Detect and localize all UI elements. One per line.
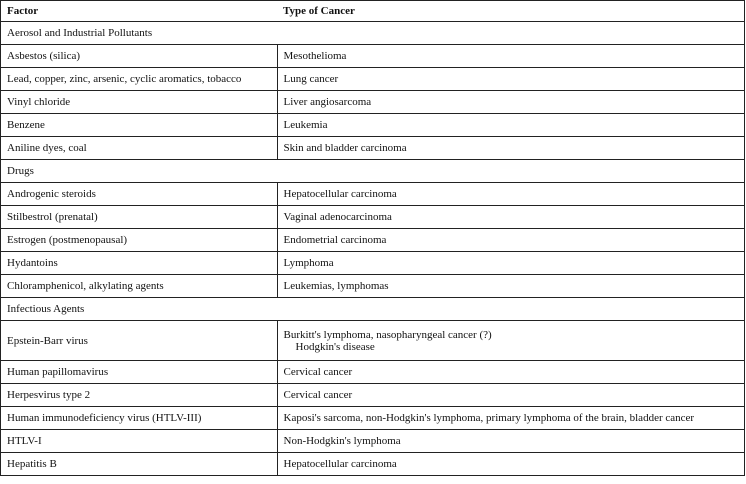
factor-cell: Androgenic steroids xyxy=(1,183,278,206)
factor-cell: Human papillomavirus xyxy=(1,361,278,384)
cancer-type-cell xyxy=(277,275,745,298)
cancer-type-text: Cervical cancer xyxy=(283,389,353,401)
cancer-type-text: Lung cancer xyxy=(283,73,339,85)
cancer-type-cell xyxy=(277,407,745,430)
section-heading: Drugs xyxy=(1,160,745,183)
cancer-type-cell xyxy=(277,361,745,384)
table-row xyxy=(1,137,745,160)
table-row xyxy=(1,183,745,206)
cancer-type-text: Skin and bladder carcinoma xyxy=(283,142,407,154)
header-type-of-cancer: Type of Cancer xyxy=(277,1,745,22)
table-body xyxy=(1,22,745,476)
section-row xyxy=(1,160,745,183)
table-row xyxy=(1,91,745,114)
header-row xyxy=(1,1,745,22)
cancer-type-text: Burkitt's lymphoma, nasopharyngeal cancer (?) xyxy=(283,328,492,341)
cancer-type-cell xyxy=(277,68,745,91)
cancer-type-cell xyxy=(277,137,745,160)
cancer-type-text: Hepatocellular carcinoma xyxy=(283,188,397,200)
table-row xyxy=(1,321,745,361)
factor-cell: Asbestos (silica) xyxy=(1,45,278,68)
cancer-type-text: Lymphoma xyxy=(283,257,334,269)
factor-cell: Estrogen (postmenopausal) xyxy=(1,229,278,252)
table-row xyxy=(1,453,745,476)
cancer-type-cell xyxy=(277,321,745,361)
cancer-type-cell xyxy=(277,453,745,476)
cancer-type-text-secondary: Hodgkin's disease xyxy=(295,340,375,353)
cancer-type-text: Leukemias, lymphomas xyxy=(283,280,389,292)
factor-cell: Benzene xyxy=(1,114,278,137)
table-row xyxy=(1,275,745,298)
factor-cell: Vinyl chloride xyxy=(1,91,278,114)
factor-cell: Hydantoins xyxy=(1,252,278,275)
factor-cell: Stilbestrol (prenatal) xyxy=(1,206,278,229)
cancer-type-text: Non-Hodgkin's lymphoma xyxy=(283,435,401,447)
cancer-type-cell xyxy=(277,229,745,252)
header-factor: Factor xyxy=(1,1,278,22)
cancer-type-text: Kaposi's sarcoma, non-Hodgkin's lymphoma, primary lymphoma of the brain, bladder cancer xyxy=(283,412,695,424)
cancer-type-cell xyxy=(277,206,745,229)
cancer-type-text: Liver angiosarcoma xyxy=(283,96,372,108)
cancer-type-text: Leukemia xyxy=(283,119,328,131)
cancer-type-cell xyxy=(277,252,745,275)
cancer-type-cell xyxy=(277,430,745,453)
cancer-type-cell xyxy=(277,384,745,407)
factor-cell: Epstein-Barr virus xyxy=(1,321,278,361)
section-heading: Infectious Agents xyxy=(1,298,745,321)
table-row xyxy=(1,384,745,407)
factor-cell: HTLV-I xyxy=(1,430,278,453)
cancer-type-text: Mesothelioma xyxy=(283,50,347,62)
cancer-type-text: Hepatocellular carcinoma xyxy=(283,458,397,470)
cancer-type-cell xyxy=(277,183,745,206)
table-row xyxy=(1,206,745,229)
table-row xyxy=(1,114,745,137)
section-heading: Aerosol and Industrial Pollutants xyxy=(1,22,745,45)
table-row xyxy=(1,68,745,91)
factor-cell: Human immunodeficiency virus (HTLV-III) xyxy=(1,407,278,430)
factor-cell: Aniline dyes, coal xyxy=(1,137,278,160)
cancer-type-cell xyxy=(277,91,745,114)
table-row xyxy=(1,45,745,68)
factor-cell: Hepatitis B xyxy=(1,453,278,476)
factor-cell: Chloramphenicol, alkylating agents xyxy=(1,275,278,298)
cancer-type-text: Vaginal adenocarcinoma xyxy=(283,211,392,223)
factor-cell: Lead, copper, zinc, arsenic, cyclic aromatics, tobacco xyxy=(1,68,278,91)
cancer-type-cell xyxy=(277,114,745,137)
cancer-type-cell xyxy=(277,45,745,68)
table-row xyxy=(1,361,745,384)
table-row xyxy=(1,229,745,252)
cancer-type-text: Endometrial carcinoma xyxy=(283,234,387,246)
section-row xyxy=(1,298,745,321)
table-row xyxy=(1,430,745,453)
table-row xyxy=(1,252,745,275)
cancer-type-text: Cervical cancer xyxy=(283,366,353,378)
factor-cell: Herpesvirus type 2 xyxy=(1,384,278,407)
section-row xyxy=(1,22,745,45)
table-row xyxy=(1,407,745,430)
